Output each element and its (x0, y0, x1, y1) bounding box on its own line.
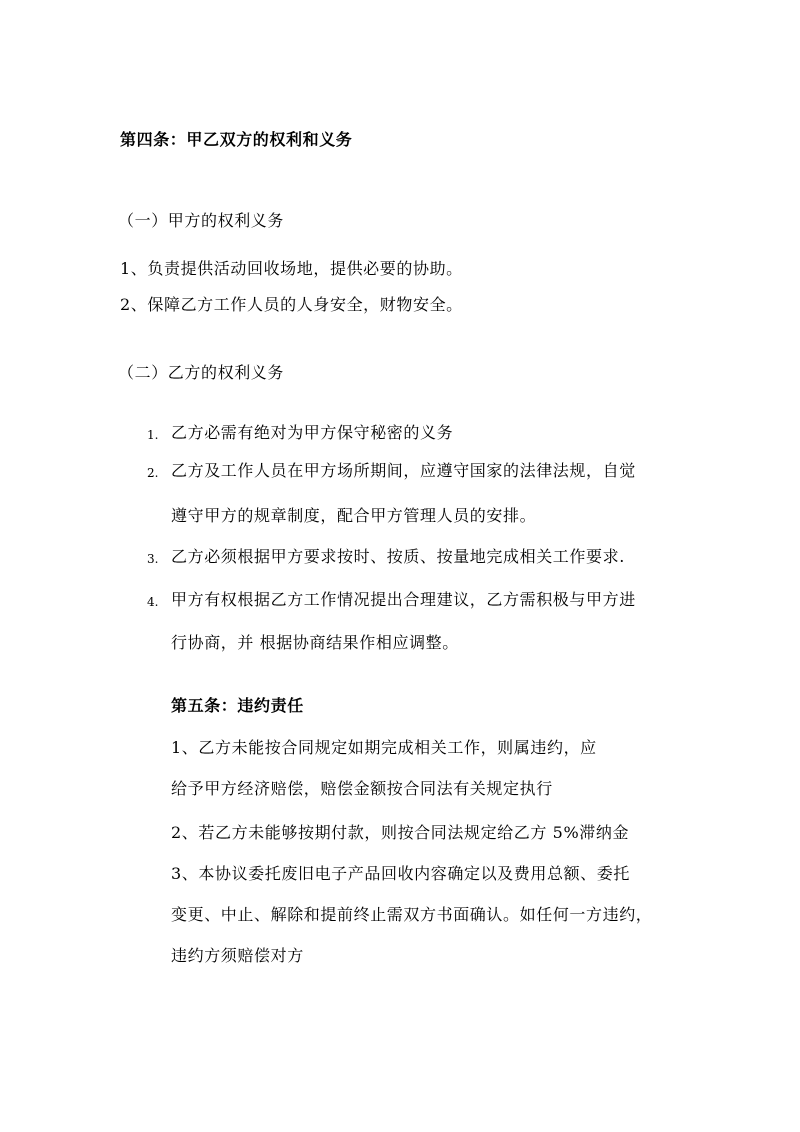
party-b-item-4-line-1: 甲方有权根据乙方工作情况提出合理建议，乙方需积极与甲方进 (171, 590, 636, 609)
party-a-item-1: 1、负责提供活动回收场地，提供必要的协助。 (120, 259, 463, 278)
party-b-item-2-line-1: 乙方及工作人员在甲方场所期间，应遵守国家的法律法规，自觉 (171, 461, 636, 480)
party-a-heading: （一）甲方的权利义务 (118, 211, 285, 230)
party-b-heading: （二）乙方的权利义务 (118, 363, 285, 382)
party-a-item-2: 2、保障乙方工作人员的人身安全，财物安全。 (120, 295, 463, 314)
article-5-heading: 第五条：违约责任 (171, 696, 304, 715)
article-5-line-2: 给予甲方经济赔偿，赔偿金额按合同法有关规定执行 (171, 779, 553, 798)
party-b-item-1-number: 1. (147, 428, 159, 442)
party-b-item-3-number: 3. (147, 552, 159, 566)
party-b-item-2-line-2: 遵守甲方的规章制度，配合甲方管理人员的安排。 (171, 506, 537, 525)
article-5-line-1: 1、乙方未能按合同规定如期完成相关工作，则属违约，应 (171, 738, 597, 757)
article-4-heading: 第四条：甲乙双方的权利和义务 (120, 130, 353, 149)
article-5-line-5: 变更、中止、解除和提前终止需双方书面确认。如任何一方违约， (171, 905, 653, 924)
party-b-item-1-text: 乙方必需有绝对为甲方保守秘密的义务 (171, 423, 454, 442)
article-5-line-3: 2、若乙方未能够按期付款，则按合同法规定给乙方 5%滞纳金 (171, 823, 630, 842)
party-b-item-4-line-2: 行协商，并 根据协商结果作相应调整。 (171, 633, 459, 652)
article-5-line-6: 违约方须赔偿对方 (171, 946, 304, 965)
article-5-line-4: 3、本协议委托废旧电子产品回收内容确定以及费用总额、委托 (171, 864, 630, 883)
party-b-item-3-text: 乙方必须根据甲方要求按时、按质、按量地完成相关工作要求. (171, 547, 625, 566)
party-b-item-4-number: 4. (147, 595, 159, 609)
party-b-item-2-number: 2. (147, 466, 159, 480)
